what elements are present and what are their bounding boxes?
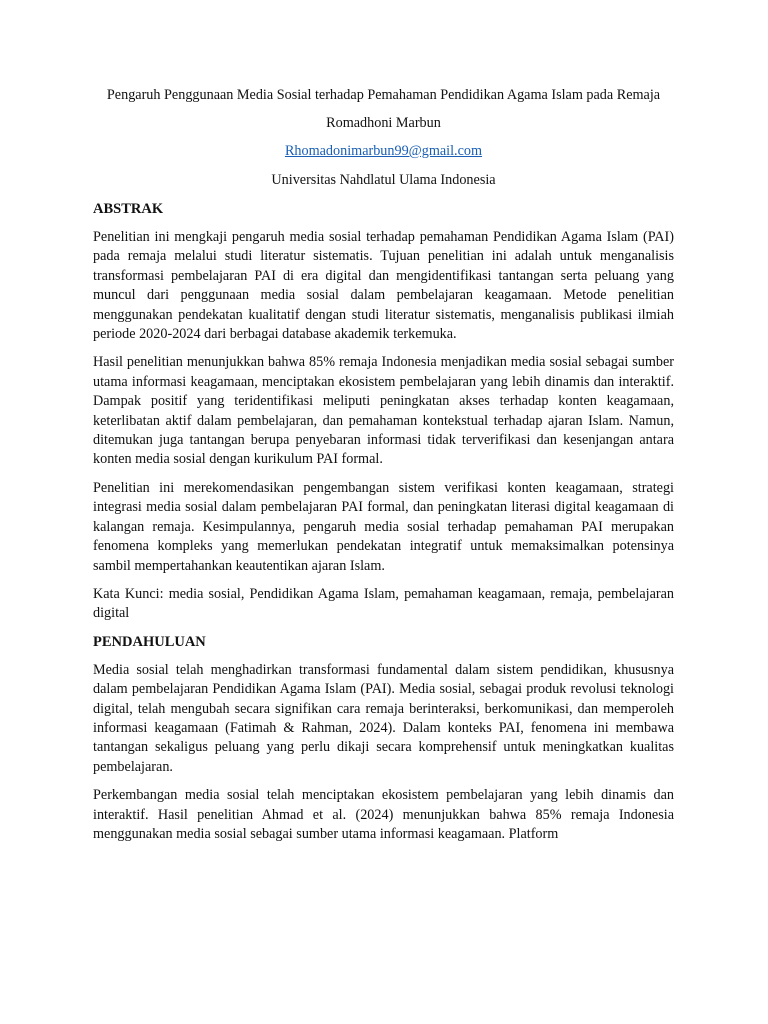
introduction-heading: PENDAHULUAN bbox=[93, 633, 206, 650]
abstract-heading: ABSTRAK bbox=[93, 201, 164, 217]
keywords: Kata Kunci: media sosial, Pendidikan Agama Islam, pemahaman keagamaan, remaja, pembelajaran digital bbox=[93, 585, 674, 622]
paper-title: Pengaruh Penggunaan Media Sosial terhadap Pemahaman Pendidikan Agama Islam pada Remaja bbox=[106, 87, 661, 103]
author-name: Romadhoni Marbun bbox=[326, 115, 441, 131]
abstract-paragraph-3: Penelitian ini merekomendasikan pengembangan sistem verifikasi konten keagamaan, strategi integrasi media sosial dalam pembelajaran PAI formal, dan peningkatan literasi digital keagamaan di kalangan remaja. Kesimpulannya, pengaruh media sosial terhadap pemahaman PAI merupakan fenomena kompleks yang memerlukan pendekatan integratif untuk memaksimalkan potensinya sambil mempertahankan keautentikan ajaran Islam. bbox=[93, 479, 674, 574]
author-affiliation: Universitas Nahdlatul Ulama Indonesia bbox=[271, 172, 496, 188]
introduction-paragraph-2: Perkembangan media sosial telah menciptakan ekosistem pembelajaran yang lebih dinamis dan interaktif. Hasil penelitian Ahmad et al. (2024) menunjukkan bahwa 85% remaja Indonesia menggunakan media sosial sebagai sumber utama informasi keagamaan. Platform bbox=[93, 787, 674, 842]
introduction-paragraph-1: Media sosial telah menghadirkan transformasi fundamental dalam sistem pendidikan, khususnya dalam pembelajaran Pendidikan Agama Islam (PAI). Media sosial, sebagai produk revolusi teknologi digital, telah mengubah secara signifikan cara remaja berinteraksi, berkomunikasi, dan memperoleh informasi keagamaan (Fatimah & Rahman, 2024). Dalam konteks PAI, fenomena ini membawa tantangan sekaligus peluang yang perlu dikaji secara komprehensif untuk meningkatkan kualitas pembelajaran. bbox=[93, 661, 674, 775]
document-page bbox=[93, 86, 674, 853]
author-email-link[interactable]: Rhomadonimarbun99@gmail.com bbox=[284, 143, 483, 159]
abstract-paragraph-2: Hasil penelitian menunjukkan bahwa 85% remaja Indonesia menjadikan media sosial sebagai sumber utama informasi keagamaan, menciptakan ekosistem pembelajaran yang lebih dinamis dan interaktif. Dampak positif yang teridentifikasi meliputi peningkatan akses terhadap konten keagamaan, keterlibatan aktif dalam pembelajaran, dan pemahaman kontekstual terhadap ajaran Islam. Namun, ditemukan juga tantangan berupa penyebaran informasi tidak terverifikasi dan kesenjangan antara konten media sosial dengan kurikulum PAI formal. bbox=[93, 354, 674, 468]
abstract-paragraph-1: Penelitian ini mengkaji pengaruh media sosial terhadap pemahaman Pendidikan Agama Islam (PAI) pada remaja melalui studi literatur sistematis. Tujuan penelitian ini adalah untuk menganalisis transformasi pembelajaran PAI di era digital dan mengidentifikasi tantangan serta peluang yang muncul dari penggunaan media sosial dalam pembelajaran keagamaan. Metode penelitian menggunakan pendekatan kualitatif dengan studi literatur sistematis, menganalisis publikasi ilmiah periode 2020-2024 dari berbagai database akademik terkemuka. bbox=[93, 229, 674, 343]
